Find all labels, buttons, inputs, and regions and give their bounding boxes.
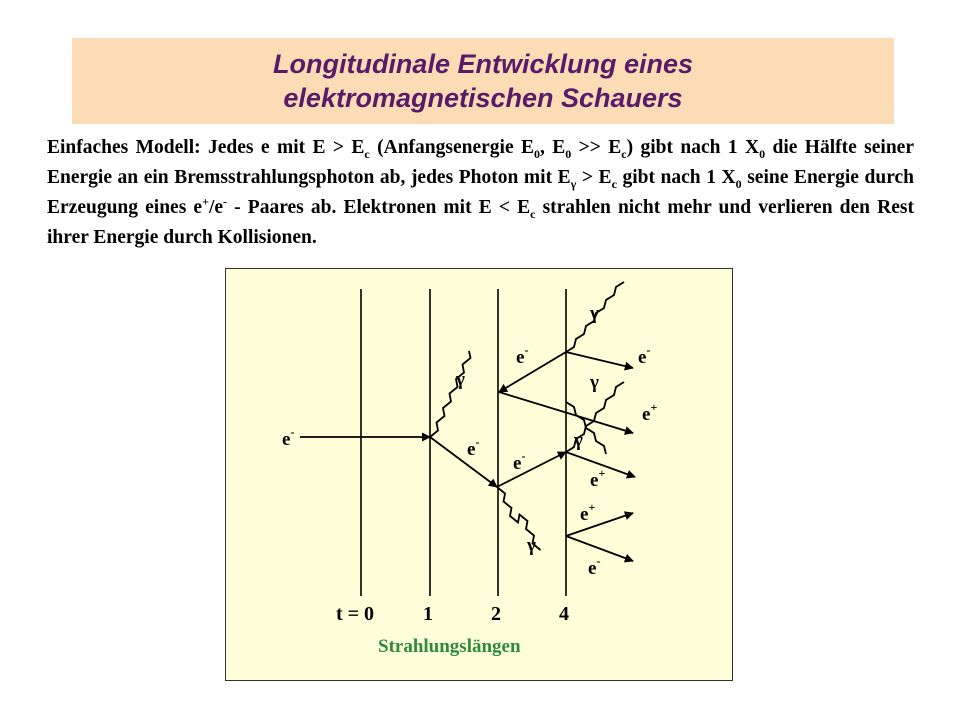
- particle-symbol: γ: [456, 369, 465, 390]
- intro-text: Einfaches Modell: Jedes e mit E > E: [47, 137, 365, 158]
- title-line-1: Longitudinale Entwicklung eines: [272, 49, 694, 79]
- particle-symbol: γ: [527, 535, 536, 556]
- tick-label-1: 1: [423, 603, 433, 625]
- particle-charge: -: [290, 424, 295, 439]
- intro-sup: -: [223, 194, 228, 209]
- intro-text: /e: [208, 197, 224, 218]
- electron-track-1: [430, 434, 497, 487]
- particle-symbol: e: [642, 404, 651, 425]
- intro-sub: 0: [534, 146, 540, 161]
- particle-symbol: e: [467, 439, 476, 460]
- intro-text: , E: [540, 137, 566, 158]
- intro-sub: c: [364, 146, 370, 161]
- intro-sub: 0: [565, 146, 572, 161]
- label-photon-gen4-3: [574, 431, 583, 451]
- particle-charge: +: [650, 399, 658, 414]
- label-electron-gen1: [467, 434, 480, 460]
- particle-symbol: e: [638, 347, 647, 368]
- label-electron-gen2-top: [516, 342, 529, 368]
- particle-charge: +: [598, 465, 606, 480]
- label-positron-gen4-2: [590, 465, 606, 491]
- electron-track-2: [497, 452, 566, 487]
- particle-charge: -: [596, 553, 601, 568]
- label-positron-gen4-3: [580, 499, 596, 525]
- particle-symbol: γ: [590, 372, 599, 393]
- particle-symbol: e: [282, 429, 291, 450]
- intro-sub: c: [611, 176, 617, 191]
- label-electron-gen2-bottom: [513, 448, 526, 474]
- intro-text: > E: [576, 167, 612, 188]
- intro-text: seine Energie durch Erzeugung eines e: [47, 167, 915, 218]
- particle-charge: -: [524, 342, 529, 357]
- label-primary-electron: [282, 424, 295, 450]
- label-positron-gen4-1: [642, 399, 658, 425]
- label-electron-gen4-2: [588, 553, 601, 579]
- intro-text: gibt nach 1 X: [616, 167, 736, 188]
- intro-text: (Anfangsenergie E: [369, 137, 534, 158]
- intro-sup: +: [202, 194, 209, 209]
- label-photon-gen2-bottom: [527, 536, 536, 556]
- intro-sub: 0: [759, 146, 766, 161]
- particle-symbol: e: [513, 453, 522, 474]
- positron-track-2: [566, 513, 633, 536]
- tick-label-4: 4: [559, 603, 569, 625]
- label-photon-gen4-2: [590, 373, 599, 393]
- particle-symbol: γ: [590, 303, 599, 324]
- intro-sub: c: [530, 206, 536, 221]
- particle-symbol: γ: [574, 430, 583, 451]
- intro-sub: γ: [570, 176, 577, 191]
- intro-sub: 0: [735, 176, 742, 191]
- particle-charge: -: [646, 342, 651, 357]
- intro-text: - Paares ab. Elektronen mit E < E: [227, 197, 531, 218]
- photon-wavy-track-1: [430, 351, 471, 437]
- particle-charge: +: [588, 499, 596, 514]
- label-photon-gen1: [456, 370, 465, 390]
- label-electron-gen4-1: [638, 342, 651, 368]
- intro-text: >> E: [571, 137, 622, 158]
- tick-label-2: 2: [491, 603, 501, 625]
- particle-charge: -: [521, 448, 526, 463]
- intro-text: ) gibt nach 1 X: [626, 137, 760, 158]
- particle-charge: -: [475, 434, 480, 449]
- electron-track-4: [566, 352, 633, 368]
- particle-symbol: e: [590, 470, 599, 491]
- particle-symbol: e: [516, 347, 525, 368]
- particle-symbol: e: [580, 504, 589, 525]
- intro-text: die Hälfte seiner Energie an ein Bremsstrahlungsphoton ab, jedes Photon mit E: [47, 137, 914, 188]
- particle-symbol: e: [588, 558, 597, 579]
- tick-label-t0: t = 0: [336, 603, 375, 625]
- label-photon-gen4-1: [590, 304, 599, 324]
- intro-sub: c: [621, 146, 627, 161]
- intro-text: strahlen nicht mehr und verlieren den Rest ihrer Energie durch Kollisionen.: [47, 197, 914, 248]
- electron-track-5: [499, 352, 566, 392]
- title-line-2: elektromagnetischen Schauers: [283, 83, 683, 113]
- axis-name-radiation-lengths: Strahlungslängen: [378, 636, 521, 657]
